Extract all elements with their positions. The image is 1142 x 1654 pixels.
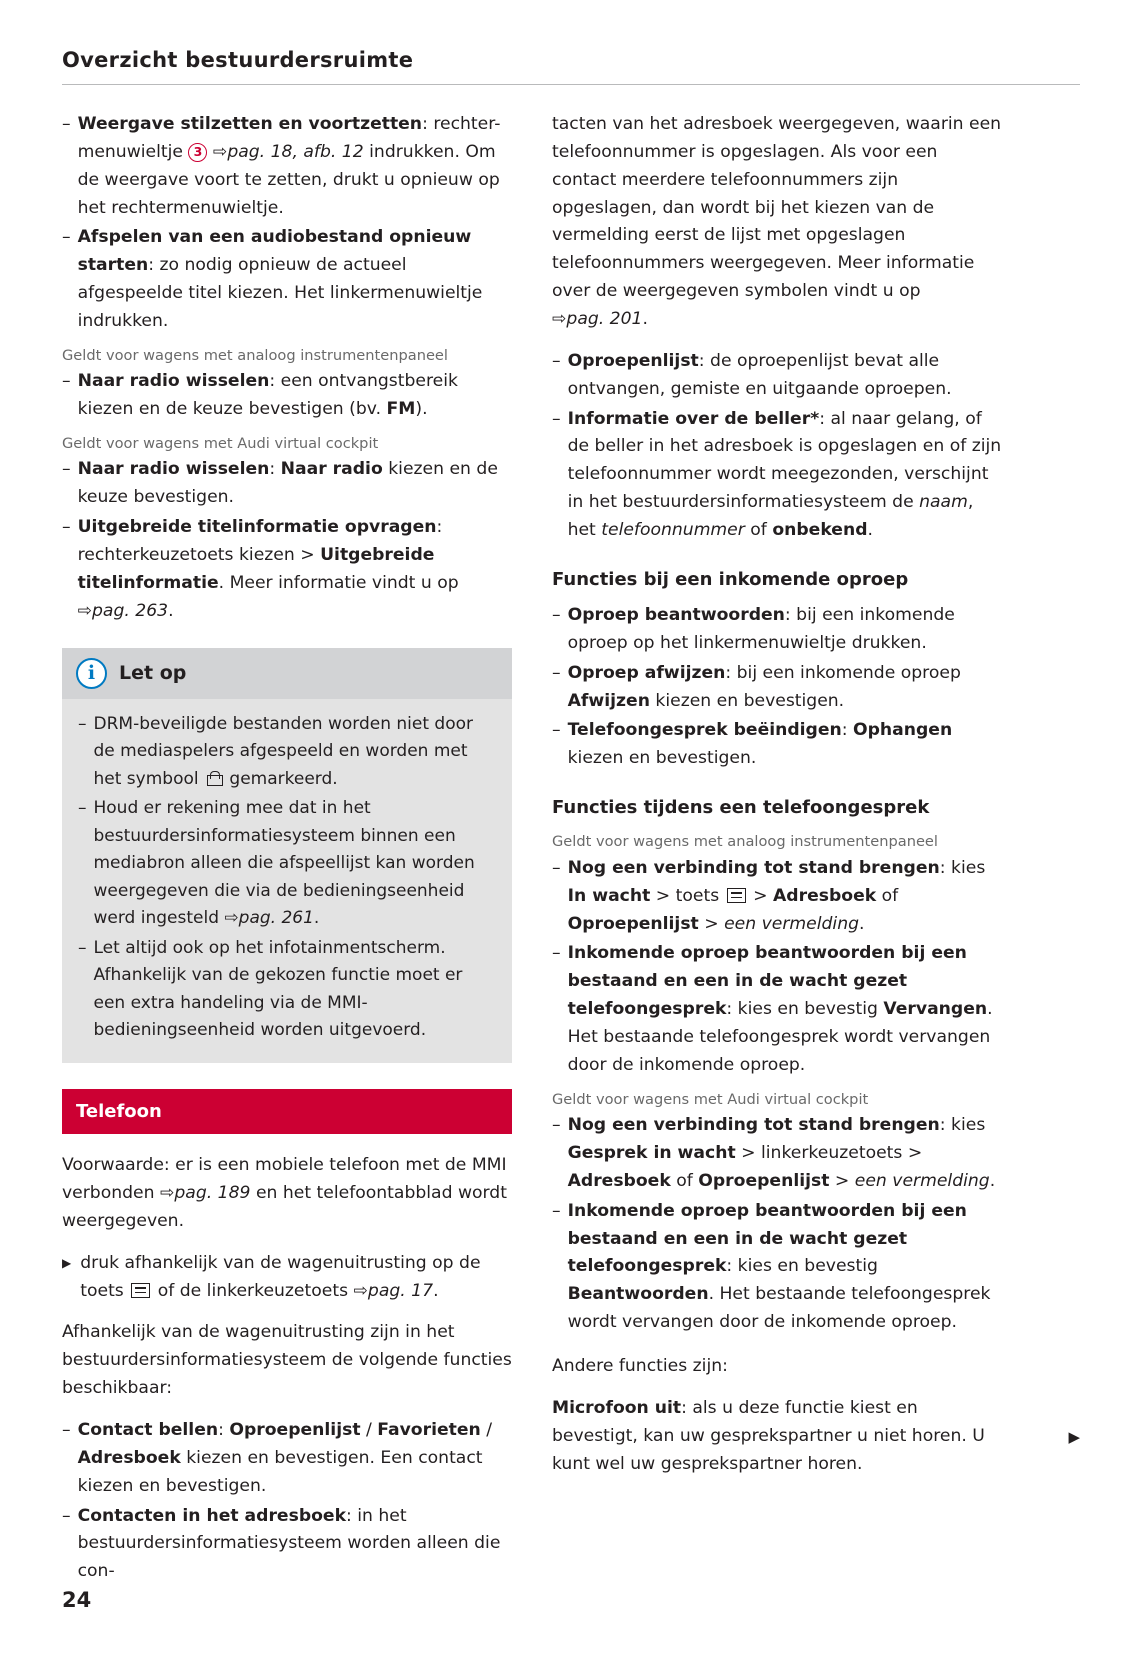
term-label: Weergave stilzetten en voortzetten [77, 114, 423, 134]
list-item-text: Oproepenlijst: de oproepenlijst bevat alle ontvangen, gemiste en uitgaande oproepen. [567, 350, 952, 399]
list-item-text: Afspelen van een audiobestand opnieuw starten: zo nodig opnieuw de actueel afgespeelde titel kiezen. Het linkermenuwieltje indrukken. [77, 227, 483, 332]
list-item [552, 1198, 1002, 1337]
applicability-note: Geldt voor wagens met analoog instrumentenpaneel [62, 346, 448, 364]
paragraph-functions-intro: Afhankelijk van de wagenuitrusting zijn in het bestuurdersinformatiesysteem de volgende functies beschikbaar: [62, 1322, 512, 1399]
subheading-incoming-call: Functies bij een inkomende oproep [552, 568, 909, 590]
list-item-text: Naar radio wisselen: Naar radio kiezen en de keuze bevestigen. [77, 459, 498, 508]
term-label: Inkomende oproep beantwoorden bij een bestaand en een in de wacht gezet telefoongesprek [567, 943, 967, 1020]
dash-marker: – [552, 605, 561, 626]
dash-marker: – [78, 798, 87, 819]
arrow-icon: ⇨ [224, 908, 239, 929]
arrow-icon: ⇨ [353, 1280, 368, 1301]
term-label: Telefoongesprek beëindigen [567, 720, 842, 741]
list-item [552, 717, 1002, 773]
dash-marker: – [552, 1200, 561, 1221]
list-item-text: Oproep beantwoorden: bij een inkomende oproep op het linkermenuwieltje drukken. [567, 605, 955, 653]
notice-body [62, 699, 512, 1063]
applicability-note: Geldt voor wagens met analoog instrumentenpaneel [552, 833, 938, 851]
paragraph-continued: tacten van het adresboek weergegeven, waarin een telefoonnummer is opgeslagen. Als voor een contact meerdere telefoonnummers zijn opgeslagen, dan wordt bij het kiezen van de vermelding eerst de lijst met opgeslagen telefoonnummers weergegeven. Meer informatie over de weergegeven symbolen vindt u op ⇨pag. 201. [552, 114, 1002, 330]
list-item-text: Nog een verbinding tot stand brengen: kies In wacht > toets > Adresboek of Oproepenlijst > een vermelding. [567, 857, 986, 934]
list-item [62, 111, 512, 222]
list-item [78, 711, 496, 794]
list-item-text: Contact bellen: Oproepenlijst / Favorieten / Adresboek kiezen en bevestigen. Een contact kiezen en bevestigen. [77, 1420, 493, 1496]
term-label: Oproep beantwoorden [567, 605, 785, 626]
list-item [78, 795, 496, 933]
dash-marker: – [552, 857, 561, 878]
list-item [552, 940, 1002, 1079]
list-item [552, 348, 1002, 404]
dash-marker: – [78, 713, 87, 734]
notice-box [62, 648, 512, 1063]
page-reference: ⇨pag. 201 [552, 309, 643, 330]
list-item [62, 1503, 512, 1587]
dash-marker: – [552, 943, 561, 964]
subheading-during-call: Functies tijdens een telefoongesprek [552, 797, 930, 819]
notice-header [62, 648, 512, 699]
list-item-text: Contacten in het adresboek: in het bestuurdersinformatiesysteem worden alleen die con- [77, 1505, 501, 1582]
dash-marker: – [552, 720, 561, 741]
drm-lock-icon [207, 771, 221, 786]
page-reference: ⇨pag. 18, afb. 12 [212, 141, 364, 162]
menu-list-icon [727, 888, 746, 903]
arrow-icon: ⇨ [212, 141, 228, 162]
dash-marker: – [62, 371, 71, 392]
term-label: Contacten in het adresboek [77, 1505, 347, 1526]
paragraph-other-functions: Andere functies zijn: [552, 1355, 728, 1376]
list-item-text: Let altijd ook op het infotainmentscherm. Afhankelijk van de gekozen functie moet er een extra handeling via de MMI-bedieningseenheid worden uitgevoerd. [93, 937, 463, 1041]
dash-marker: – [62, 1420, 71, 1440]
term-label: Naar radio wisselen [77, 371, 270, 392]
dash-marker: – [62, 114, 71, 134]
term-label: Nog een verbinding tot stand brengen [567, 1115, 940, 1136]
list-item-text: Telefoongesprek beëindigen: Ophangen kiezen en bevestigen. [567, 720, 953, 769]
page-reference: ⇨pag. 17 [353, 1280, 434, 1301]
dash-marker: – [552, 350, 561, 371]
term-label: Oproepenlijst [567, 350, 699, 371]
dash-marker: – [552, 408, 561, 429]
list-item-text: Weergave stilzetten en voortzetten: rechter-menuwieltje 3 ⇨pag. 18, afb. 12 indrukken. Om de weergave voort te zetten, drukt u opnieuw op het rechtermenuwieltje. [77, 114, 501, 218]
left-column [62, 111, 512, 1588]
term-label: Naar radio wisselen [77, 459, 270, 480]
list-item-text: Oproep afwijzen: bij een inkomende oproep Afwijzen kiezen en bevestigen. [567, 662, 961, 711]
info-icon: i [76, 658, 107, 689]
list-item-text: Uitgebreide titelinformatie opvragen: rechterkeuzetoets kiezen > Uitgebreide titelinformatie. Meer informatie vindt u op ⇨pag. 263. [77, 517, 459, 621]
list-item [552, 602, 1002, 658]
list-item [62, 1417, 512, 1501]
menu-list-icon [131, 1283, 150, 1298]
triangle-bullet-icon: ▶ [62, 1255, 72, 1270]
term-label: Nog een verbinding tot stand brengen [567, 857, 940, 878]
list-item-text: Naar radio wisselen: een ontvangstbereik kiezen en de keuze bevestigen (bv. FM). [77, 371, 458, 420]
applicability-note: Geldt voor wagens met Audi virtual cockpit [62, 435, 379, 453]
list-item [552, 1112, 1002, 1196]
term-label: Afspelen van een audiobestand opnieuw starten [77, 227, 472, 276]
page-header: Overzicht bestuurdersruimte [62, 48, 1080, 85]
list-item [62, 514, 512, 625]
two-column-layout [62, 111, 1080, 1588]
dash-marker: – [552, 1115, 561, 1136]
list-item-text: Nog een verbinding tot stand brengen: kies Gesprek in wacht > linkerkeuzetoets > Adresboek of Oproepenlijst > een vermelding. [567, 1115, 996, 1191]
paragraph-precondition: Voorwaarde: er is een mobiele telefoon met de MMI verbonden ⇨pag. 189 en het telefoontabblad wordt weergegeven. [62, 1155, 507, 1231]
term-label: Microfoon uit [552, 1397, 682, 1418]
list-item-text: Houd er rekening mee dat in het bestuurdersinformatiesysteem binnen een mediabron alleen die afspeellijst kan worden weergegeven die via de bedieningseenheid werd ingesteld ⇨pag. 261. [93, 798, 475, 929]
term-label: Informatie over de beller* [567, 408, 820, 429]
arrow-icon: ⇨ [77, 600, 92, 621]
list-item-text: Informatie over de beller*: al naar gelang, of de beller in het adresboek is opgeslagen en of zijn telefoonnummer wordt meegezonden, verschijnt in het bestuurdersinformatiesysteem de naam, het telefoonnummer of onbekend. [567, 408, 1002, 541]
applicability-note: Geldt voor wagens met Audi virtual cockpit [552, 1090, 869, 1108]
term-label: Uitgebreide titelinformatie opvragen [77, 517, 437, 538]
arrow-icon: ⇨ [552, 309, 567, 330]
page-reference: ⇨pag. 261 [224, 908, 314, 929]
page-reference: ⇨pag. 263 [77, 600, 169, 621]
dash-marker: – [62, 459, 71, 480]
paragraph-microphone-off: Microfoon uit: als u deze functie kiest en bevestigt, kan uw gesprekspartner u niet horen. U kunt wel uw gesprekspartner horen. [552, 1397, 985, 1474]
page-reference: ⇨pag. 189 [159, 1182, 251, 1203]
notice-title: Let op [119, 661, 187, 684]
list-item-text: Inkomende oproep beantwoorden bij een bestaand en een in de wacht gezet telefoongesprek: kies en bevestig Vervangen. Het bestaande telefoongesprek wordt vervangen door de inkomende oproep. [567, 943, 993, 1075]
dash-marker: – [62, 1505, 71, 1526]
dash-marker: – [552, 662, 561, 683]
list-item [62, 224, 512, 335]
dash-marker: – [78, 937, 87, 958]
section-title-telefoon: Telefoon [62, 1089, 512, 1134]
action-step [62, 1250, 512, 1306]
right-column [552, 111, 1002, 1492]
term-label: Oproep afwijzen [567, 662, 726, 683]
list-item [62, 456, 512, 512]
list-item [552, 406, 1002, 545]
continuation-arrow-icon: ▶ [1068, 1428, 1080, 1446]
callout-number-3: 3 [188, 143, 207, 162]
list-item [552, 855, 1002, 939]
action-step-text: druk afhankelijk van de wagenuitrusting op de toets of de linkerkeuzetoets ⇨pag. 17. [80, 1252, 481, 1301]
dash-marker: – [62, 517, 71, 538]
arrow-icon: ⇨ [159, 1182, 175, 1203]
list-item-text: DRM-beveiligde bestanden worden niet door de mediaspelers afgespeeld en worden met het symbool gemarkeerd. [93, 713, 474, 789]
term-label: Contact bellen [77, 1420, 219, 1440]
list-item-text: Inkomende oproep beantwoorden bij een bestaand en een in de wacht gezet telefoongesprek: kies en bevestig Beantwoorden. Het bestaande telefoongesprek wordt vervangen door de inkomende oproep. [567, 1200, 991, 1333]
term-label: Inkomende oproep beantwoorden bij een bestaand en een in de wacht gezet telefoongesprek [567, 1200, 967, 1277]
list-item [78, 935, 496, 1045]
list-item [62, 368, 512, 424]
dash-marker: – [62, 227, 71, 248]
list-item [552, 660, 1002, 716]
page-number: 24 [62, 1588, 92, 1612]
